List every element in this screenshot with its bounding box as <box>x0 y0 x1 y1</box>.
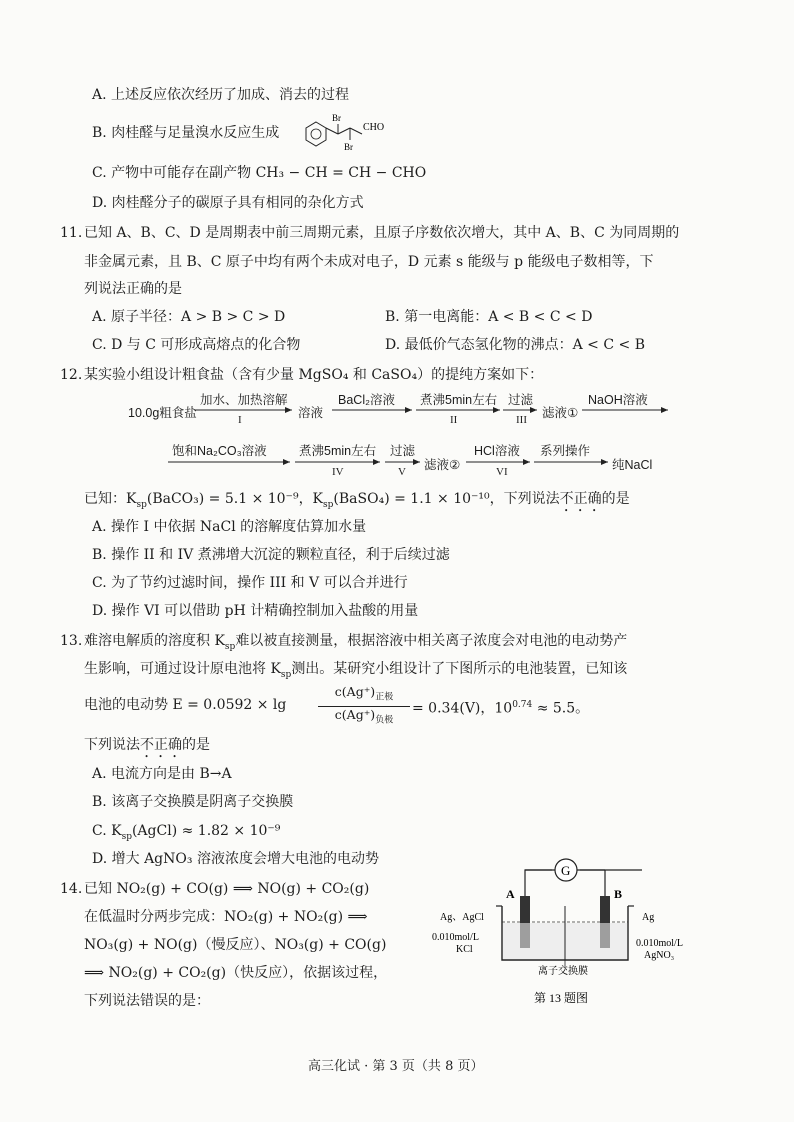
flow-step4-label: 过滤 <box>508 393 534 407</box>
q12-option-a: A. 操作 I 中依据 NaCl 的溶解度估算加水量 <box>92 519 367 535</box>
flow-step7-label: 煮沸5min左右 <box>299 444 377 458</box>
q11-option-b: B. 第一电离能：A < B < C < D <box>385 309 593 325</box>
flow-step9-label: HCl溶液 <box>474 444 520 458</box>
flow-step6-label: 饱和Na₂CO₃溶液 <box>172 444 267 458</box>
flow-step7-num: IV <box>332 466 344 478</box>
q13-stem-line3a: 电池的电动势 E = 0.0592 × lg <box>84 697 287 713</box>
flow-start: 10.0g粗食盐 <box>128 406 197 420</box>
q13-option-b: B. 该离子交换膜是阴离子交换膜 <box>92 794 294 810</box>
q13-option-c: C. $K_{sp}(AgCl) \approx 1.82 \times 10^{-9}$ <box>92 823 281 842</box>
left-solution-conc: 0.010mol/L <box>432 932 479 943</box>
electrode-b-label: B <box>614 887 623 901</box>
q13-option-a: A. 电流方向是由 B→A <box>92 766 232 782</box>
q13-number: 13. <box>60 633 83 649</box>
left-solution-name: KCl <box>456 944 473 955</box>
q12-option-d: D. 操作 VI 可以借助 pH 计精确控制加入盐酸的用量 <box>92 603 419 619</box>
flow-step3-num: II <box>450 414 458 426</box>
q12-option-c: C. 为了节约过滤时间，操作 III 和 V 可以合并进行 <box>92 575 408 591</box>
q14-line4: ⟹ NO₂(g) + CO₂(g)（快反应），依据该过程， <box>84 965 388 981</box>
page-footer: 高三化试 · 第 3 页（共 8 页） <box>308 1059 484 1074</box>
q11-stem-line1: 已知 A、B、C、D 是周期表中前三周期元素，且原子序数依次增大，其中 A、B、C 为同周期的 <box>84 225 680 241</box>
q11-stem-line3: 列说法正确的是 <box>84 281 182 297</box>
q13-ask: 下列说法不正确的是 <box>84 737 210 753</box>
flow-step10-label: 系列操作 <box>540 444 591 458</box>
q11-option-c: C. D 与 C 可形成高熔点的化合物 <box>92 337 301 353</box>
q12-option-b: B. 操作 II 和 IV 煮沸增大沉淀的颗粒直径，利于后续过滤 <box>92 547 450 563</box>
q13-fraction: $c(Ag^+)_{正极}$ $c(Ag^+)_{负极}$ <box>318 684 410 728</box>
flow-product1: 溶液 <box>298 406 324 420</box>
q10-option-c: C. 产物中可能存在副产物 CH₃ − CH = CH − CHO <box>92 165 427 181</box>
q10-option-a: A. 上述反应依次经历了加成、消去的过程 <box>92 87 350 103</box>
q12-stem: 某实验小组设计粗食盐（含有少量 MgSO₄ 和 CaSO₄）的提纯方案如下： <box>84 367 544 383</box>
q14-line5: 下列说法错误的是： <box>84 993 210 1009</box>
flow-step5-label: NaOH溶液 <box>588 393 648 407</box>
right-solution-conc: 0.010mol/L <box>636 938 683 949</box>
flow-step9-num: VI <box>496 466 508 478</box>
q10-option-d: D. 肉桂醛分子的碳原子具有相同的杂化方式 <box>92 195 364 211</box>
left-electrode-label: Ag、AgCl <box>440 912 484 923</box>
q14-line2: 在低温时分两步完成：NO₂(g) + NO₂(g) ⟹ <box>84 909 368 925</box>
figure13-caption: 第 13 题图 <box>534 991 589 1005</box>
q10-struct-br1: Br <box>332 113 341 123</box>
q10-option-b: B. 肉桂醛与足量溴水反应生成 <box>92 125 280 141</box>
q13-stem-line1: 难溶电解质的溶度积 $K_{sp}$难以被直接测量，根据溶液中相关离子浓度会对电池的电动势产 <box>84 633 628 652</box>
q12-flow-arrows <box>0 0 794 480</box>
flow-step4-num: III <box>516 414 527 426</box>
q12-number: 12. <box>60 367 83 383</box>
flow-product3: 滤液② <box>424 458 461 472</box>
q13-option-d: D. 增大 AgNO₃ 溶液浓度会增大电池的电动势 <box>92 851 379 867</box>
figure13-cell-diagram <box>430 850 730 1010</box>
q13-stem-line2: 生影响，可通过设计原电池将 $K_{sp}$测出。某研究小组设计了下图所示的电池装置，已知该 <box>84 661 628 680</box>
membrane-label: 离子交换膜 <box>538 966 588 977</box>
flow-step8-num: V <box>398 466 406 478</box>
q14-line3: NO₃(g) + NO(g)（慢反应）、NO₃(g) + CO(g) <box>84 937 387 953</box>
q11-option-d: D. 最低价气态氢化物的沸点：A < C < B <box>385 337 645 353</box>
flow-step2-label: BaCl₂溶液 <box>338 393 395 407</box>
q14-line1: 已知 NO₂(g) + CO(g) ⟹ NO(g) + CO₂(g) <box>84 881 370 897</box>
q10-struct-cho: CHO <box>363 122 385 133</box>
flow-product2: 滤液① <box>542 406 579 420</box>
q11-option-a: A. 原子半径：A > B > C > D <box>92 309 286 325</box>
q11-stem-line2: 非金属元素，且 B、C 原子中均有两个未成对电子，D 元素 s 能级与 p 能级电子数相等，下 <box>84 254 654 270</box>
q13-stem-line3b: = 0.34(V)，$10^{0.74} \approx 5.5$。 <box>412 700 590 717</box>
flow-step1-label: 加水、加热溶解 <box>200 393 288 407</box>
q11-number: 11. <box>60 225 83 241</box>
galvanometer-label: G <box>561 863 571 878</box>
flow-step8-label: 过滤 <box>390 444 416 458</box>
right-solution-name: AgNO₃ <box>644 950 675 961</box>
flow-step1-num: I <box>238 414 242 426</box>
q12-given: 已知：$K_{sp}(BaCO_3) = 5.1 \times 10^{-9}$，$K_{sp}(BaSO_4) = 1.1 \times 10^{-10}$，下列说法不正确的是 <box>84 491 630 510</box>
flow-end: 纯NaCl <box>612 458 653 472</box>
q14-number: 14. <box>60 881 83 897</box>
electrode-a-label: A <box>506 887 515 901</box>
flow-step3-label: 煮沸5min左右 <box>420 393 498 407</box>
q10-struct-br2: Br <box>344 142 353 152</box>
right-electrode-label: Ag <box>642 912 655 923</box>
